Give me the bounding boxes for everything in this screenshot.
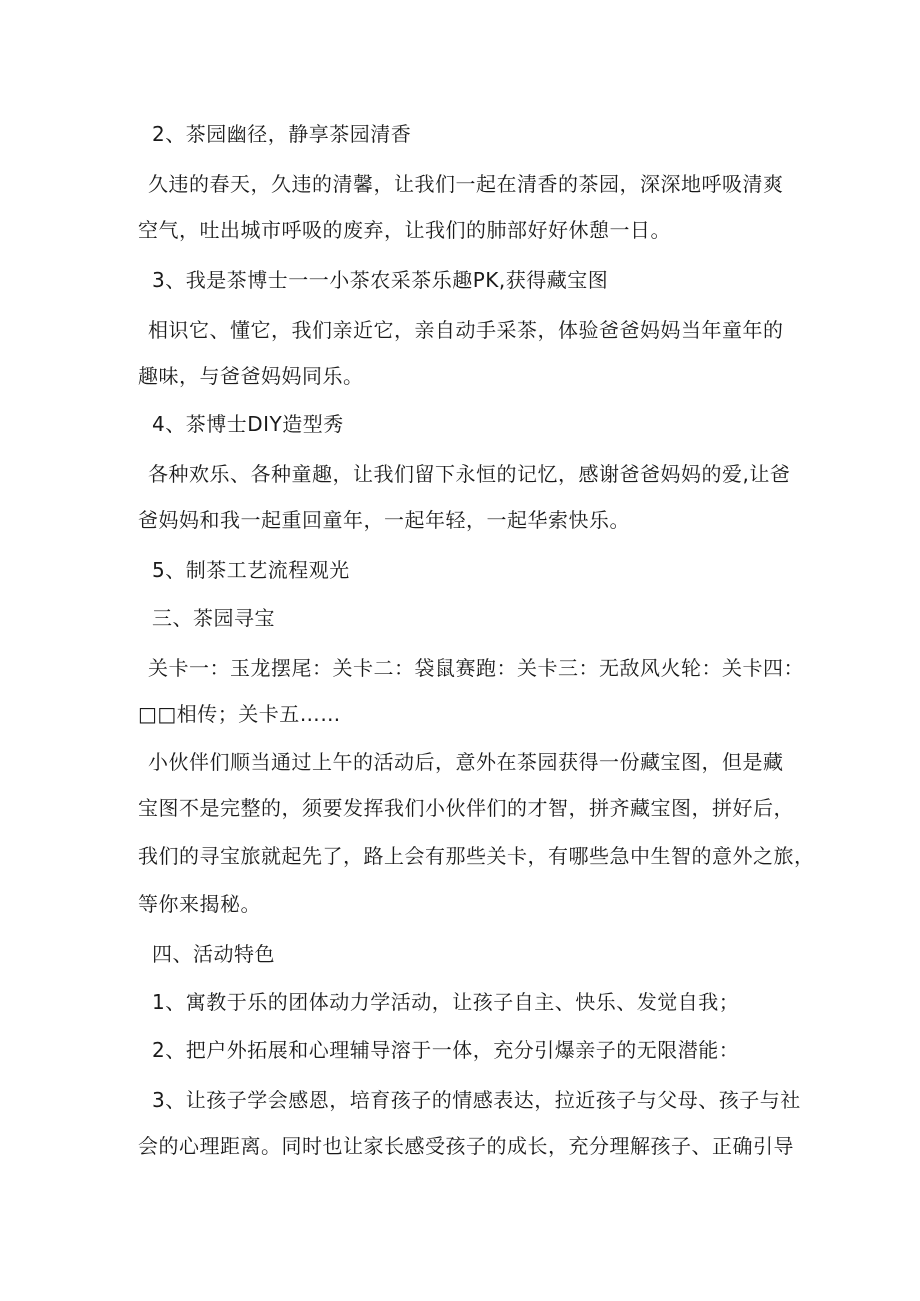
section-heading: 2、茶园幽径，静享茶园清香	[152, 122, 412, 146]
section-heading: 5、制茶工艺流程观光	[152, 558, 350, 582]
paragraph-line: 宝图不是完整的，须要发挥我们小伙伴们的才智，拼齐藏宝图，拼好后，	[138, 796, 794, 820]
paragraph-line: 关卡一：玉龙摆尾：关卡二：袋鼠赛跑：关卡三：无敌风火轮：关卡四：	[148, 656, 804, 680]
section-heading: 3、我是茶博士一一小茶农采茶乐趣PK,获得藏宝图	[152, 268, 609, 292]
paragraph-line: 久违的春天，久违的清馨，让我们一起在清香的茶园，深深地呼吸清爽	[148, 172, 784, 196]
paragraph-line: 各种欢乐、各种童趣，让我们留下永恒的记忆，感谢爸爸妈妈的爱,让爸	[148, 462, 791, 486]
list-item: 2、把户外拓展和心理辅导溶于一体，充分引爆亲子的无限潜能：	[152, 1038, 740, 1062]
section-heading: 三、茶园寻宝	[152, 606, 275, 630]
section-heading: 四、活动特色	[152, 942, 275, 966]
paragraph-line: 小伙伴们顺当通过上午的活动后，意外在茶园获得一份藏宝图，但是藏	[148, 750, 784, 774]
paragraph-line: 空气，吐出城市呼吸的废弃，让我们的肺部好好休憩一日。	[138, 218, 671, 242]
paragraph-line: □□相传；关卡五……	[138, 702, 341, 726]
paragraph-line: 相识它、懂它，我们亲近它，亲自动手采茶，体验爸爸妈妈当年童年的	[148, 318, 784, 342]
paragraph-line: 趣味，与爸爸妈妈同乐。	[138, 364, 364, 388]
list-item: 1、寓教于乐的团体动力学活动，让孩子自主、快乐、发觉自我；	[152, 990, 740, 1014]
paragraph-line: 爸妈妈和我一起重回童年，一起年轻，一起华索快乐。	[138, 508, 630, 532]
paragraph-line: 我们的寻宝旅就起先了，路上会有那些关卡，有哪些急中生智的意外之旅，	[138, 844, 815, 868]
list-item: 3、让孩子学会感恩，培育孩子的情感表达，拉近孩子与父母、孩子与社	[152, 1088, 801, 1112]
paragraph-line: 会的心理距离。同时也让家长感受孩子的成长，充分理解孩子、正确引导	[138, 1134, 794, 1158]
section-heading: 4、茶博士DIY造型秀	[152, 412, 344, 436]
paragraph-line: 等你来揭秘。	[138, 892, 261, 916]
